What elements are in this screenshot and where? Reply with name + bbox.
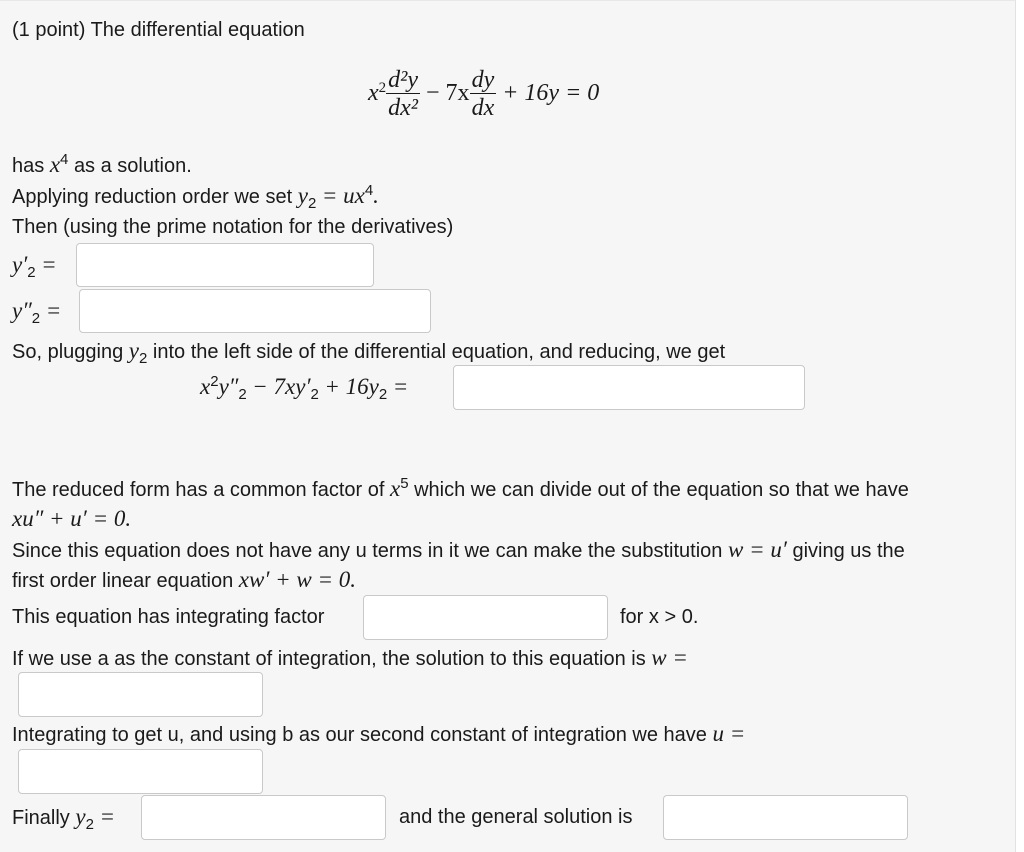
then-line: Then (using the prime notation for the derivatives)	[12, 216, 454, 238]
reduced-sub2: 2	[310, 386, 319, 403]
eq-frac2-den: dx	[471, 95, 495, 121]
substitution-line-2	[12, 568, 356, 593]
substitution-prefix: Since this equation does not have any u terms in it we can make the substitution	[12, 540, 723, 562]
eq-minus-term: − 7x	[426, 80, 470, 107]
solution-suffix: as a solution.	[73, 155, 192, 177]
solution-line	[12, 153, 192, 180]
final-eq: =	[99, 804, 116, 829]
u-solution-line	[12, 722, 745, 747]
reduction-power: 4	[364, 182, 374, 199]
eq-frac2-num: dy	[471, 67, 495, 93]
y2-prime-symbol: y′	[12, 252, 28, 277]
plug-y-sub: 2	[138, 350, 148, 367]
substitution-suffix: giving us the	[792, 540, 905, 562]
y2-prime-eq: =	[41, 252, 57, 277]
substitution-line	[12, 538, 905, 563]
solution-prefix: has	[12, 155, 45, 177]
reduced-x: x	[200, 374, 211, 399]
w-solution-label: If we use a as the constant of integration, the solution to this equation is	[12, 648, 646, 670]
final-label-text: Finally	[12, 807, 70, 829]
u-solution-input[interactable]	[18, 749, 263, 794]
reduction-eq: = ux	[321, 183, 365, 208]
plug-suffix: into the left side of the differential equation, and reducing, we get	[152, 341, 726, 363]
common-factor-suffix: which we can divide out of the equation so that we have	[414, 479, 909, 501]
plug-y: y	[128, 338, 139, 363]
eq-first-derivative	[470, 67, 497, 122]
common-factor-prefix: The reduced form has a common factor of	[12, 479, 385, 501]
general-solution-label: and the general solution is	[399, 806, 633, 828]
integrating-factor-label: This equation has integrating factor	[12, 606, 325, 628]
substitution-math: w = u′	[727, 537, 787, 562]
substitution-period: .	[350, 567, 357, 592]
reduced-y2pp: y″	[218, 374, 239, 399]
y2-double-prime-eq: =	[45, 298, 62, 323]
reduced-expression-input[interactable]	[453, 365, 805, 410]
eq-second-derivative	[386, 67, 420, 122]
reduced-sub1: 2	[238, 386, 247, 403]
reduced-plus: + 16y	[324, 374, 379, 399]
w-solution-line	[12, 646, 688, 671]
y2-double-prime-symbol: y″	[12, 298, 32, 323]
common-factor-power: 5	[400, 475, 409, 492]
reduced-mid: − 7xy′	[252, 374, 311, 399]
plug-prefix: So, plugging	[12, 341, 124, 363]
reduced-expression	[200, 375, 408, 402]
differential-equation	[368, 67, 599, 122]
substitution-line2-math: xw′ + w = 0	[238, 567, 351, 592]
final-label	[12, 805, 115, 832]
general-solution-input[interactable]	[663, 795, 908, 840]
y2-double-prime-label	[12, 299, 61, 326]
common-factor-equation: xu″ + u′ = 0	[12, 506, 126, 531]
common-factor-line	[12, 477, 909, 504]
common-factor-equation-line	[12, 507, 131, 532]
y2-double-prime-input[interactable]	[79, 289, 431, 333]
y2-double-prime-sub: 2	[31, 310, 41, 327]
y2-prime-label	[12, 253, 57, 280]
integrating-factor-input[interactable]	[363, 595, 608, 640]
u-solution-label: Integrating to get u, and using b as our second constant of integration we have	[12, 724, 707, 746]
reduction-y-sub: 2	[307, 195, 317, 212]
substitution-line2-prefix: first order linear equation	[12, 570, 234, 592]
integrating-factor-suffix: for x > 0.	[620, 606, 699, 628]
eq-frac1-den: dx²	[388, 95, 419, 121]
u-solution-math: u =	[712, 721, 746, 746]
plug-line	[12, 339, 725, 366]
reduced-x-sup: 2	[210, 373, 219, 390]
eq-tail: + 16y = 0	[502, 80, 600, 107]
final-y-sub: 2	[85, 816, 94, 833]
common-factor-x: x	[389, 476, 401, 501]
y2-prime-sub: 2	[27, 264, 36, 281]
reduced-sub3: 2	[378, 386, 388, 403]
reduction-period: .	[373, 183, 379, 208]
reduced-eq: =	[392, 374, 409, 399]
common-factor-period: .	[125, 506, 132, 531]
reduction-y: y	[297, 183, 308, 208]
intro-text: (1 point) The differential equation	[12, 19, 305, 41]
reduction-line	[12, 184, 379, 211]
final-y2-input[interactable]	[141, 795, 386, 840]
solution-x: x	[49, 152, 61, 177]
final-y: y	[75, 804, 86, 829]
y2-prime-input[interactable]	[76, 243, 374, 287]
eq-x-power: 2	[378, 80, 387, 97]
w-solution-input[interactable]	[18, 672, 263, 717]
eq-frac1-num: d²y	[388, 67, 419, 93]
eq-x: x	[368, 80, 379, 107]
solution-power: 4	[60, 151, 69, 168]
reduction-prefix: Applying reduction order we set	[12, 186, 293, 208]
w-solution-math: w =	[651, 645, 688, 670]
